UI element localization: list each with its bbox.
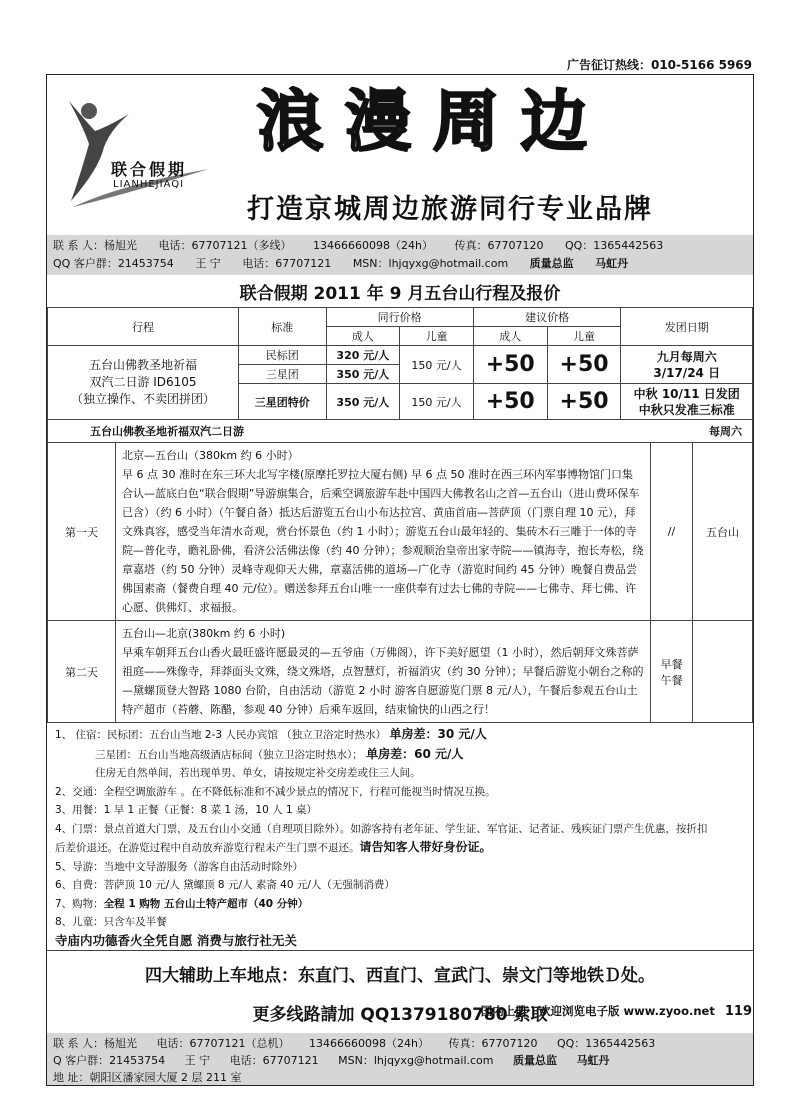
- suggest-adult-shared: +50: [473, 346, 547, 384]
- note-lodging-1-surcharge: 单房差：30 元/人: [389, 727, 487, 741]
- date-cell-1: [621, 346, 753, 384]
- contact-b-phone: 电话：67707121（总机）: [156, 1037, 290, 1050]
- route-line-3: （独立操作、不卖团拼团）: [71, 392, 216, 406]
- header-peer-price: 同行价格: [326, 308, 473, 327]
- day1-label: 第一天: [48, 443, 116, 621]
- banner-slogan: 打造京城周边旅游同行专业品牌: [247, 194, 653, 225]
- date-line-2: 3/17/24 日: [653, 365, 721, 380]
- contact-person-2: 王 宁: [195, 257, 221, 270]
- note-lodging-2-text: 三星团：五台山当地高级酒店标间（独立卫浴定时热水）；: [95, 748, 363, 761]
- more-routes-qq: 更多线路請加 QQ1379180780 索取: [252, 1005, 548, 1025]
- contact-b-qq: QQ：1365442563: [556, 1037, 656, 1050]
- day1-stay: 五台山: [693, 443, 753, 621]
- logo-cn-text: 联合假期: [111, 160, 188, 179]
- note-shopping: [55, 895, 745, 914]
- header-standard: 标准: [239, 308, 326, 346]
- suggest-special-adult: +50: [473, 384, 547, 420]
- day1-meals: //: [651, 443, 693, 621]
- boarding-points: 四大辅助上车地点：东直门、西直门、宣武门、崇文门等地铁Ｄ处。: [145, 966, 655, 986]
- note-children: 8、儿童：只含车及半餐: [55, 916, 167, 928]
- note-transport: 2、交通：全程空调旅游车 。在不降低标准和不减少景点的情况下，行程可能视当时情况互换。: [55, 785, 496, 798]
- contact-b-mobile: 13466660098（24h）: [309, 1037, 429, 1050]
- contact-qq: QQ：1365442563: [564, 239, 664, 252]
- ad-hotline: 广告征订热线：010-5166 5969: [566, 58, 752, 72]
- contact-bar-top: [47, 235, 753, 275]
- contact-b-quality-label: 质量总监: [513, 1054, 557, 1067]
- price-civilian-adult: 320 元/人: [326, 346, 400, 365]
- contact-fax: 传真：67707120: [454, 239, 544, 252]
- note-final: 寺庙内功德香火全凭自愿 消费与旅行社无关: [55, 932, 297, 948]
- header-route: 行程: [48, 308, 239, 346]
- note-lodging-1: [55, 725, 745, 745]
- date-cell-2: [621, 384, 753, 420]
- note-guide: 5、导游：当地中文导游服务（游客自由活动时除外）: [55, 860, 304, 873]
- note-lodging-2-surcharge: 单房差：60 元/人: [366, 746, 464, 761]
- contact-mobile: 13466660098（24h）: [313, 239, 433, 252]
- header-adult-2: 成人: [473, 327, 547, 346]
- banner-title: 浪漫周边: [257, 83, 609, 160]
- banner: [47, 75, 753, 235]
- contact-qq-group: QQ 客户群：21453754: [53, 257, 174, 270]
- price-special-child: 150 元/人: [400, 384, 474, 420]
- note-shopping-label: 7、购物：: [55, 897, 104, 910]
- note-tickets-2-text: 后差价退还。在游览过程中自动放弃游览行程未产生门票不退还。: [55, 842, 360, 854]
- note-shopping-detail: 全程 1 购物 五台山土特产超市（40 分钟）: [103, 897, 309, 910]
- note-id-reminder: 请告知客人带好身份证。: [359, 840, 492, 854]
- header-suggest-price: 建议价格: [473, 308, 621, 327]
- header-date: 发团日期: [621, 308, 753, 346]
- brand-logo: [59, 89, 219, 219]
- price-three-star-adult: 350 元/人: [326, 365, 400, 384]
- contact-b-quality-name: 马虹丹: [576, 1054, 610, 1067]
- date-line-1: 九月每周六: [656, 349, 717, 364]
- day2-meal-lunch: 午餐: [660, 673, 683, 687]
- day2-stay: [693, 621, 753, 723]
- price-table: [47, 307, 753, 420]
- std-three-star: 三星团: [239, 365, 326, 384]
- page-number: 119: [724, 1004, 752, 1019]
- route-line-2: 双汽二日游 ID6105: [89, 375, 197, 389]
- contact-msn[interactable]: MSN：lhjqyxg@hotmail.com: [352, 257, 509, 270]
- note-tickets-2: [55, 838, 745, 858]
- itinerary-header: [47, 420, 753, 442]
- note-lodging-2: [55, 745, 745, 765]
- day1-route: 北京—五台山（380km 约 6 小时）: [122, 449, 299, 462]
- std-three-star-special: 三星团特价: [239, 384, 326, 420]
- contact-phone: 电话：67707121（多线）: [158, 239, 292, 252]
- contact-b-msn[interactable]: MSN：lhjqyxg@hotmail.com: [338, 1054, 494, 1067]
- price-child-shared: 150 元/人: [400, 346, 474, 384]
- quality-director-name: 马虹丹: [595, 257, 629, 270]
- route-line-1: 五台山佛教圣地祈福: [89, 358, 198, 372]
- price-special-adult: 350 元/人: [326, 384, 400, 420]
- note-lodging-3: 住房无自然单间，若出现单男、单女，请按规定补交房差或住三人间。: [95, 767, 421, 779]
- note-meals: 3、用餐：1 早 1 正餐（正餐：8 菜 1 汤，10 人 1 桌）: [55, 804, 317, 816]
- contact-b-person-2: 王 宁: [184, 1054, 211, 1067]
- itinerary-title: 五台山佛教圣地祈福双汽二日游: [90, 425, 244, 438]
- day2-route: 五台山—北京(380km 约 6 小时): [122, 627, 286, 640]
- contact-b-qq-group: Q 客户群：21453754: [53, 1054, 166, 1067]
- dancer-logo-icon: [59, 89, 219, 219]
- date-line-3: 中秋 10/11 日发团: [633, 386, 740, 401]
- day2-label: 第二天: [48, 621, 116, 723]
- suggest-special-child: +50: [547, 384, 621, 420]
- day1-content: [116, 443, 651, 621]
- day2-description: 早乘车朝拜五台山香火最旺盛许愿最灵的—五爷庙（万佛阁），许下美好愿望（1 小时），然后朝拜文殊菩萨祖庭——殊像寺，拜莽面头文殊，绕文殊塔，点智慧灯，祈福消灾（约 30 分钟）；早餐后游览小朝台之称的—黛螺顶登大智路 1080 台阶，自由活动（游览 2 小时 游客自愿游览门票 8 元/人），午餐后参观五台山土特产超市（苔蘑、陈醋，参观 40 分钟）后乘车返回，结束愉快的山西之行！: [122, 646, 644, 716]
- note-tickets-1: 4、门票：景点首道大门票，及五台山小交通（自理项目除外）。如游客持有老年证、学生证、军官证、记者证、残疾证门票产生优惠，按折扣: [55, 822, 708, 835]
- contact-b-fax: 传真：67707120: [448, 1037, 538, 1050]
- note-lodging-1-text: 1、 住宿：民标团：五台山当地 2-3 人民办宾馆 （独立卫浴定时热水）: [55, 729, 387, 741]
- suggest-child-shared: +50: [547, 346, 621, 384]
- contact-b-person: 联 系 人：杨旭光: [53, 1037, 137, 1050]
- logo-en-text: LIANHEJIAQI: [113, 179, 185, 190]
- day1-description: 早 6 点 30 准时在东三环大北写字楼(原摩托罗拉大厦右侧) 早 6 点 50 准时在西三环内军事博物馆门口集合认—蓝底白色“联合假期”导游旗集合，后乘空调旅游车赴中国四大佛教名山之首—五台山（进山费环保车已含）（约 6 小时）（午餐自备）抵达后游览五台山小布达拉宫、黄庙首庙—菩萨顶（门票自理 10 元），拜文殊真容，感受当年清水奇观，赏台怀景色（约 1 小时）；游览五台山最年轻的、集砖木石三雕于一体的寺院—普化寺，瞻礼卧佛，看济公活佛法像（约 40 分钟）；参观顺治皇帝出家寺院——镇海寺，抱长寿松，绕章嘉塔（约 50 分钟）灵峰寺观仰天大佛，章嘉活佛的道场—广化寺（游览时间约 45 分钟）晚餐自费品尝佛国素斋（餐费自理 40 元/位）。赠送参拜五台山唯一一座供奉有过去七佛的寺院——七佛寺、拜七佛、许心愿、供佛灯、求福报。: [122, 468, 644, 614]
- footer-text[interactable]: 国内上册 | 欢迎浏览电子版 www.zyoo.net: [480, 1004, 715, 1018]
- contact-b-address: 地 址：朝阳区潘家园大厦 2 层 211 室: [53, 1071, 242, 1084]
- header-adult: 成人: [326, 327, 400, 346]
- date-line-4: 中秋只发准三标准: [638, 402, 735, 417]
- std-civilian: 民标团: [239, 346, 326, 365]
- day2-meals: [651, 621, 693, 723]
- note-self-pay: 6、自费：菩萨顶 10 元/人 黛螺顶 8 元/人 素斋 40 元/人（无强制消费）: [55, 879, 395, 891]
- quality-director-label: 质量总监: [529, 257, 574, 270]
- contact-b-phone-2: 电话：67707121: [229, 1054, 319, 1067]
- day2-meal-breakfast: 早餐: [660, 657, 683, 671]
- header-child-2: 儿童: [547, 327, 621, 346]
- contact-bar-bottom: [47, 1033, 753, 1086]
- itinerary-frequency: 每周六: [709, 425, 742, 438]
- route-cell: [48, 346, 239, 420]
- header-child: 儿童: [400, 327, 474, 346]
- day2-content: [116, 621, 651, 723]
- itinerary-table: [47, 442, 753, 723]
- contact-person: 联 系 人：杨旭光: [53, 239, 137, 252]
- notes-section: [47, 723, 753, 950]
- contact-phone-2: 电话：67707121: [242, 257, 332, 270]
- page-footer: [481, 1003, 752, 1019]
- main-title: 联合假期 2011 年 9 月五台山行程及报价: [239, 284, 561, 304]
- page-frame: [46, 74, 754, 1086]
